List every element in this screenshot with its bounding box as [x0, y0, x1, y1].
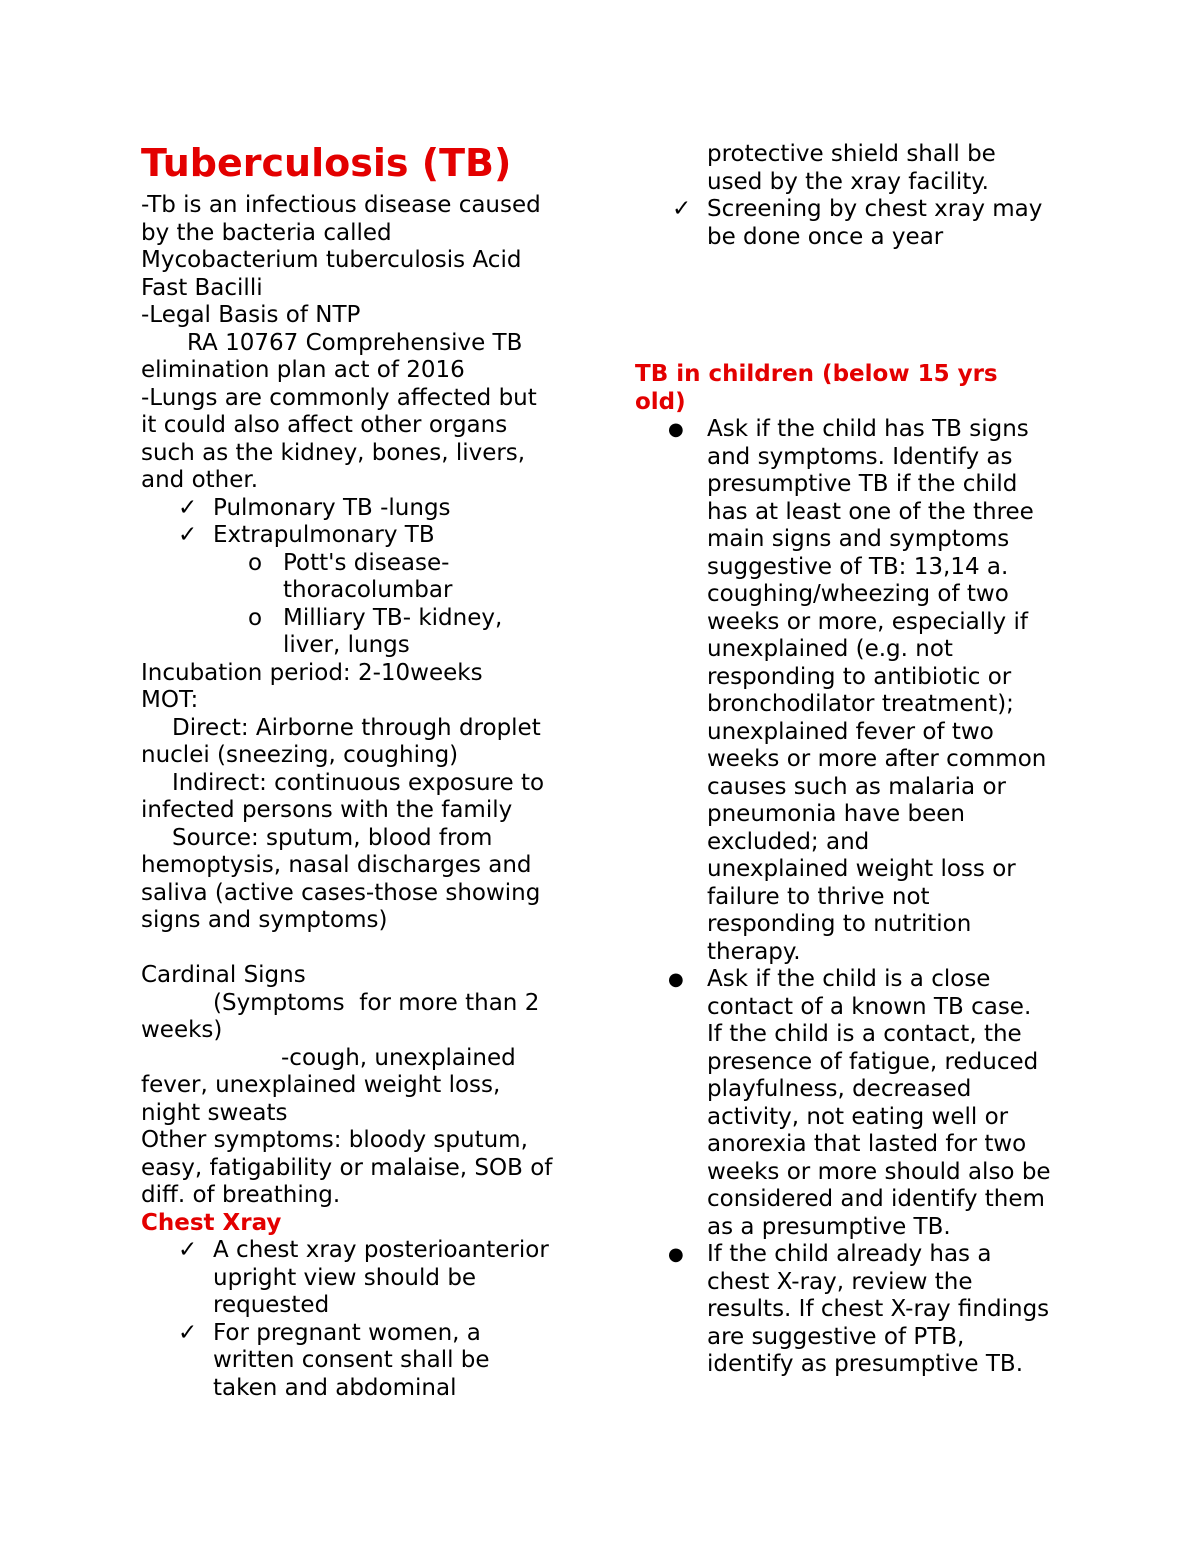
- chest-xray-heading: Chest Xray: [141, 1209, 282, 1236]
- text-line: and other.: [141, 467, 259, 493]
- mot-direct: [141, 715, 581, 770]
- text-line: main signs and symptoms: [707, 526, 1010, 552]
- checkmark-icon: ✓: [178, 1237, 198, 1263]
- bullet-icon: ●: [668, 969, 684, 990]
- text-line: considered and identify them: [707, 1186, 1045, 1212]
- text-line: diff. of breathing.: [141, 1182, 341, 1208]
- text-line: therapy.: [707, 938, 801, 965]
- tb-subtype-item: [141, 605, 581, 660]
- bullet-icon: ●: [668, 1244, 684, 1265]
- text-line: responding to nutrition: [707, 911, 972, 937]
- checkmark-icon: ✓: [672, 196, 692, 222]
- text-line: liver, lungs: [283, 632, 410, 658]
- legal-basis-label: -Legal Basis of NTP: [141, 302, 361, 328]
- text-line: identify as presumptive TB.: [707, 1351, 1024, 1377]
- text-line: thoracolumbar: [283, 577, 453, 603]
- text-line: -Lungs are commonly affected but: [141, 384, 537, 411]
- text-line: pneumonia have been: [707, 801, 965, 827]
- checkmark-icon: ✓: [178, 494, 198, 521]
- text-line: it could also affect other organs: [141, 412, 508, 438]
- legal-basis-text: [141, 330, 581, 385]
- text-line: contact of a known TB case.: [707, 993, 1032, 1020]
- tb-type-item: [141, 522, 581, 550]
- text-line: For pregnant women, a: [213, 1319, 481, 1346]
- text-line: TB in children (below 15 yrs: [635, 361, 998, 387]
- document-title: Tuberculosis (TB): [141, 141, 512, 185]
- text-line: Other symptoms: bloody sputum,: [141, 1127, 528, 1153]
- text-line: requested: [213, 1292, 330, 1318]
- text-line: unexplained (e.g. not: [707, 636, 953, 662]
- text-line: weeks or more after common: [707, 746, 1047, 772]
- text-line: weeks or more should also be: [707, 1158, 1051, 1185]
- mot-label: MOT:: [141, 687, 199, 713]
- xray-item: [141, 1237, 581, 1320]
- children-heading: [635, 361, 1085, 416]
- text-line: has at least one of the three: [707, 498, 1034, 525]
- text-line: signs and symptoms): [141, 907, 388, 933]
- text-line: Pulmonary TB -lungs: [213, 494, 451, 521]
- text-line: unexplained weight loss or: [707, 856, 1016, 882]
- checkmark-icon: ✓: [178, 522, 198, 548]
- text-line: Fast Bacilli: [141, 274, 263, 301]
- mot-source: [141, 825, 581, 935]
- text-line: Ask if the child has TB signs: [707, 416, 1029, 442]
- text-line: night sweats: [141, 1099, 288, 1126]
- text-line: protective shield shall be: [707, 141, 996, 167]
- incubation-period: Incubation period: 2-10weeks: [141, 659, 483, 686]
- text-line: Source: sputum, blood from: [172, 824, 493, 851]
- text-line: activity, not eating well or: [707, 1103, 1009, 1130]
- text-line: responding to antibiotic or: [707, 663, 1012, 690]
- text-line: -cough, unexplained: [281, 1044, 516, 1071]
- text-line: taken and abdominal: [213, 1374, 457, 1401]
- text-line: presence of fatigue, reduced: [707, 1048, 1039, 1075]
- cardinal-signs-label: Cardinal Signs: [141, 962, 306, 988]
- text-line: by the bacteria called: [141, 219, 392, 246]
- text-line: old): [635, 388, 686, 415]
- text-line: such as the kidney, bones, livers,: [141, 439, 526, 466]
- text-line: A chest xray posterioanterior: [213, 1237, 549, 1263]
- text-line: Ask if the child is a close: [707, 966, 991, 992]
- text-line: be done once a year: [707, 223, 944, 250]
- text-line: are suggestive of PTB,: [707, 1323, 965, 1350]
- text-line: written consent shall be: [213, 1347, 490, 1373]
- text-line: upright view should be: [213, 1264, 477, 1291]
- xray-item: [141, 1320, 581, 1403]
- text-line: playfulness, decreased: [707, 1076, 972, 1102]
- text-line: Pott's disease-: [283, 549, 450, 576]
- lungs-paragraph: [141, 385, 581, 495]
- text-line: causes such as malaria or: [707, 773, 1006, 800]
- circle-bullet-icon: o: [248, 549, 263, 576]
- text-line: weeks or more, especially if: [707, 608, 1028, 635]
- text-line: anorexia that lasted for two: [707, 1131, 1027, 1157]
- text-line: suggestive of TB: 13,14 a.: [707, 553, 1009, 580]
- text-line: RA 10767 Comprehensive TB: [187, 329, 523, 356]
- other-symptoms: [141, 1127, 581, 1210]
- bullet-icon: ●: [668, 419, 684, 440]
- blank-space: [635, 251, 1085, 361]
- text-line: excluded; and: [707, 828, 870, 855]
- cardinal-signs-list: [141, 1045, 581, 1128]
- text-line: hemoptysis, nasal discharges and: [141, 852, 532, 878]
- text-line: easy, fatigability or malaise, SOB of: [141, 1154, 553, 1181]
- text-line: chest X-ray, review the: [707, 1268, 973, 1295]
- text-line: If the child already has a: [707, 1241, 992, 1267]
- text-line: presumptive TB if the child: [707, 471, 1018, 497]
- circle-bullet-icon: o: [248, 604, 263, 631]
- children-item: [635, 966, 1085, 1241]
- children-item: [635, 416, 1085, 966]
- text-line: fever, unexplained weight loss,: [141, 1072, 501, 1098]
- text-line: Milliary TB- kidney,: [283, 604, 503, 631]
- text-line: infected persons with the family: [141, 797, 513, 823]
- text-line: Indirect: continuous exposure to: [172, 769, 545, 796]
- text-line: as a presumptive TB.: [707, 1213, 951, 1240]
- left-column: [141, 140, 581, 1402]
- tb-type-item: [141, 495, 581, 523]
- text-line: results. If chest X-ray findings: [707, 1296, 1050, 1322]
- text-line: (Symptoms for more than 2: [213, 989, 540, 1016]
- text-line: used by the xray facility.: [707, 168, 989, 195]
- definition-paragraph: [141, 192, 581, 302]
- text-line: saliva (active cases-those showing: [141, 879, 541, 906]
- children-item: [635, 1241, 1085, 1379]
- text-line: If the child is a contact, the: [707, 1021, 1022, 1047]
- text-line: unexplained fever of two: [707, 718, 994, 745]
- text-line: Direct: Airborne through droplet: [172, 714, 541, 741]
- text-line: -Tb is an infectious disease caused: [141, 192, 541, 218]
- text-line: and symptoms. Identify as: [707, 443, 1013, 470]
- text-line: Screening by chest xray may: [707, 196, 1043, 222]
- text-line: weeks): [141, 1017, 223, 1043]
- text-line: bronchodilator treatment);: [707, 691, 1014, 717]
- mot-indirect: [141, 770, 581, 825]
- text-line: elimination plan act of 2016: [141, 357, 465, 383]
- text-line: Mycobacterium tuberculosis Acid: [141, 247, 522, 273]
- right-column: [635, 141, 1085, 1379]
- xray-continuation: [635, 141, 1085, 196]
- text-line: coughing/wheezing of two: [707, 581, 1009, 607]
- checkmark-icon: ✓: [178, 1319, 198, 1346]
- tb-subtype-item: [141, 550, 581, 605]
- cardinal-signs-duration: [141, 990, 581, 1045]
- screening-item: [635, 196, 1085, 251]
- text-line: nuclei (sneezing, coughing): [141, 742, 459, 768]
- text-line: failure to thrive not: [707, 883, 930, 910]
- blank-line: [141, 935, 581, 963]
- text-line: Extrapulmonary TB: [213, 522, 435, 548]
